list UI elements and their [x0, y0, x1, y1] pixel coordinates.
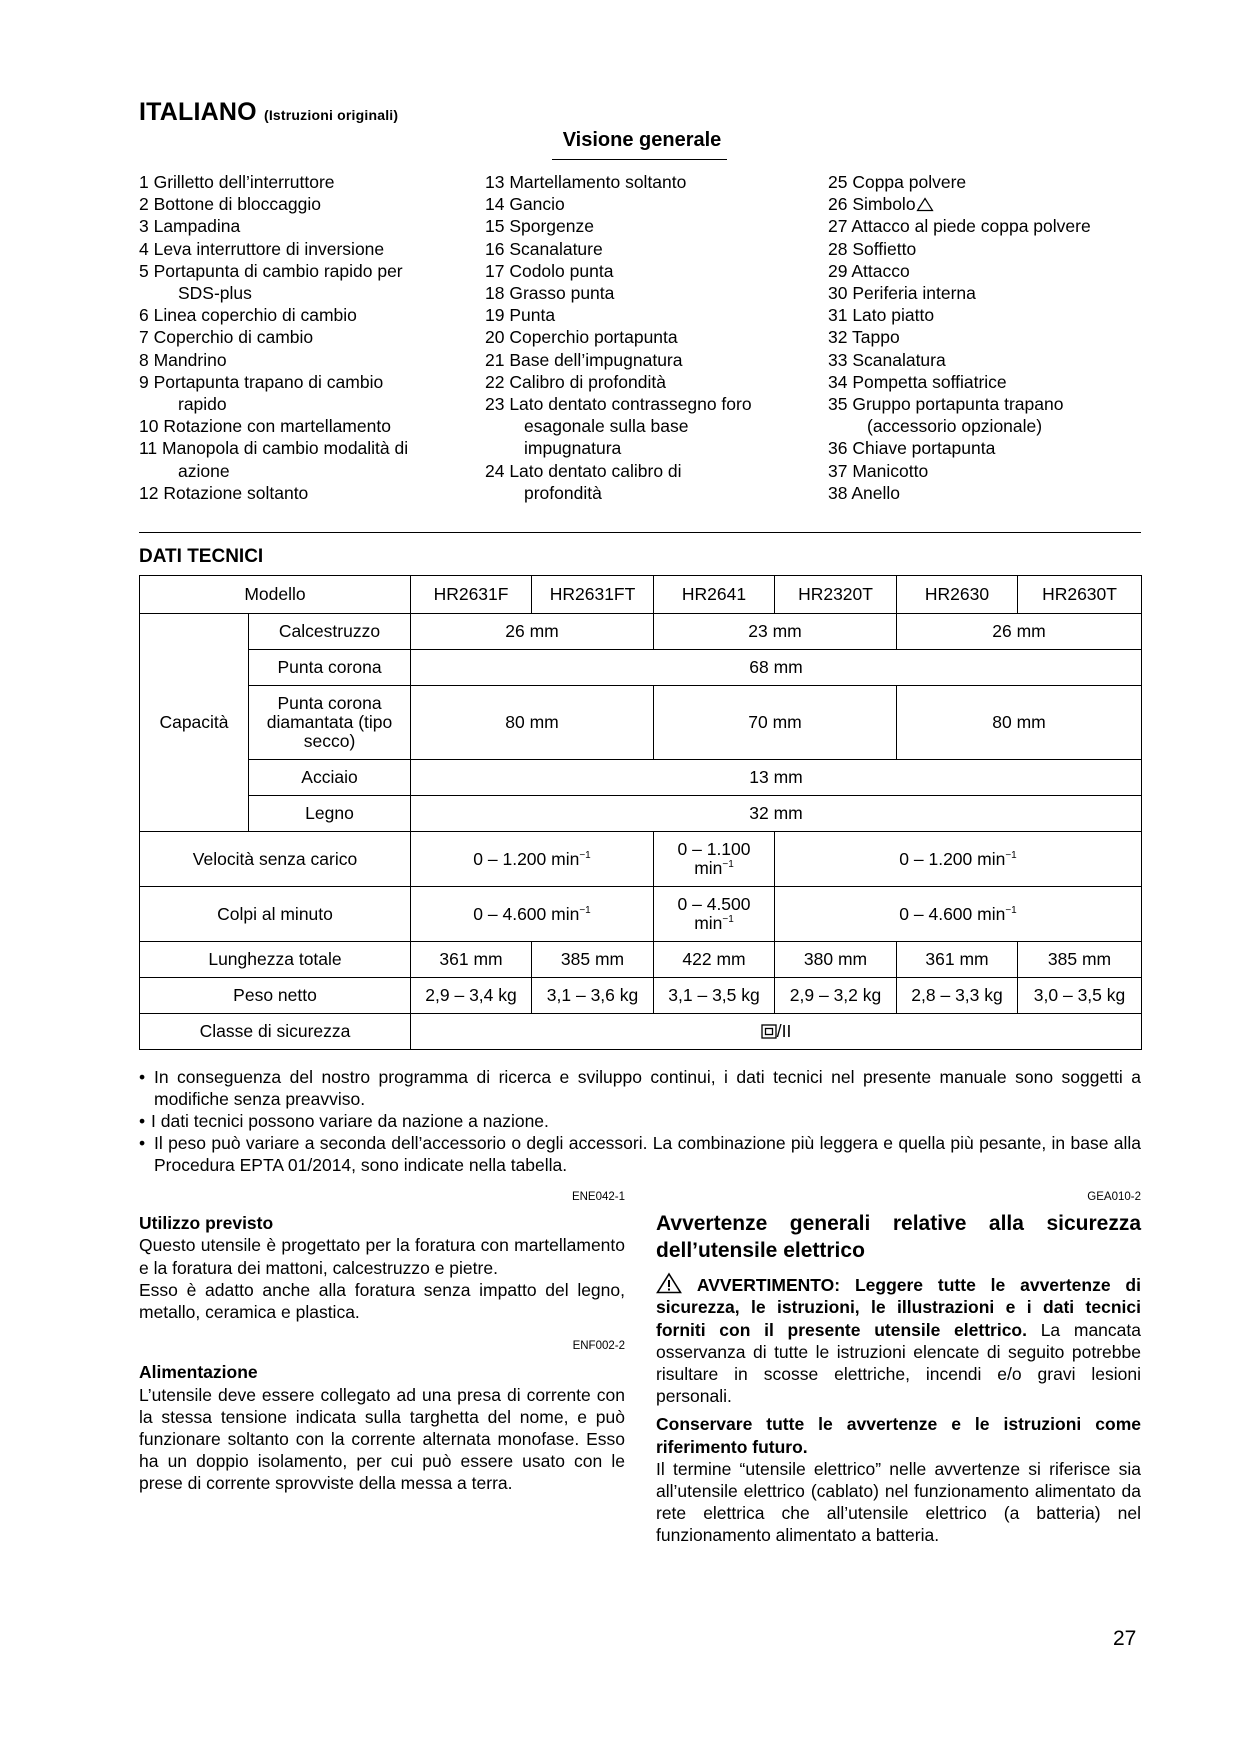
specs-heading: DATI TECNICI — [139, 546, 264, 567]
list-item: 21 Base dell’impugnatura — [485, 349, 683, 370]
concrete-value: 23 mm — [654, 614, 897, 650]
section-code: ENF002-2 — [572, 1340, 625, 1353]
list-item: 31 Lato piatto — [828, 305, 935, 326]
page-title — [139, 98, 398, 127]
concrete-value: 26 mm — [411, 614, 654, 650]
diamond-value: 80 mm — [411, 686, 654, 760]
overview-list-col1 — [139, 171, 408, 504]
table-row-concrete — [140, 614, 1142, 650]
intended-use-heading: Utilizzo previsto — [139, 1213, 274, 1234]
specs-table — [139, 575, 1142, 1050]
model-label: Modello — [140, 576, 411, 614]
list-item: 4 Leva interruttore di inversione — [139, 238, 385, 259]
list-item: • Il peso può variare a seconda dell’accessorio o degli accessori. La combinazione più leggera e quella più pesante, in base alla Procedura EPTA 01/2014, sono indicate nella tabella. — [139, 1133, 1141, 1175]
concrete-value: 26 mm — [897, 614, 1142, 650]
list-item: 7 Coperchio di cambio — [139, 327, 314, 348]
steel-label: Acciaio — [249, 760, 411, 796]
list-item: 33 Scanalatura — [828, 349, 946, 370]
safety-heading: Avvertenze generali relative alla sicurezza dell’utensile elettrico — [656, 1212, 1141, 1263]
length-cell: 422 mm — [654, 942, 775, 978]
list-item: 25 Coppa polvere — [828, 172, 967, 192]
list-item: 28 Soffietto — [828, 238, 917, 259]
model-cell: HR2630T — [1018, 576, 1142, 614]
term-definition: Il termine “utensile elettrico” nelle avvertenze si riferisce sia all’utensile elettrico (cablato) nel funzionamento alimentato da rete elettrica che all’utensile elettrico (a batteria) nel funzionamento alimentato a batteria. — [656, 1458, 1141, 1546]
list-item: 12 Rotazione soltanto — [139, 482, 309, 503]
length-cell: 380 mm — [775, 942, 897, 978]
list-item: 20 Coperchio portapunta — [485, 327, 678, 348]
overview-heading: Visione generale — [562, 129, 722, 151]
page-number: 27 — [1113, 1627, 1137, 1650]
list-item: 1 Grilletto dell’interruttore — [139, 172, 335, 192]
keep-instructions: Conservare tutte le avvertenze e le istruzioni come riferimento futuro. — [656, 1414, 1141, 1457]
list-item: • I dati tecnici possono variare da nazione a nazione. — [139, 1111, 549, 1131]
list-item: 29 Attacco — [828, 260, 910, 281]
length-label: Lunghezza totale — [140, 942, 411, 978]
length-cell: 385 mm — [1018, 942, 1142, 978]
capacity-label: Capacità — [140, 614, 249, 832]
table-row-core-bit — [140, 650, 1142, 686]
weight-label: Peso netto — [140, 978, 411, 1014]
power-heading: Alimentazione — [139, 1362, 258, 1383]
table-row-model — [140, 576, 1142, 614]
diamond-value: 70 mm — [654, 686, 897, 760]
overview-list-col3 — [828, 171, 1091, 504]
table-row-diamond — [140, 686, 1142, 760]
list-item: 16 Scanalature — [485, 238, 603, 259]
list-item: 5 Portapunta di cambio rapido per — [139, 260, 403, 281]
list-item: 19 Punta — [485, 305, 556, 326]
model-cell: HR2641 — [654, 576, 775, 614]
blows-value-c: 0 – 4.600 $\min^{-1}$ — [775, 887, 1142, 942]
list-item: • In conseguenza del nostro programma di ricerca e sviluppo continui, i dati tecnici nel presente manuale sono soggetti a modifiche senza preavviso. — [139, 1067, 1141, 1109]
length-cell: 361 mm — [411, 942, 532, 978]
overview-heading-underline — [552, 159, 727, 160]
section-divider — [139, 532, 1141, 533]
diamond-value: 80 mm — [897, 686, 1142, 760]
overview-list-col2 — [485, 171, 752, 504]
speed-label: Velocità senza carico — [140, 832, 411, 887]
list-item: 24 Lato dentato calibro di — [485, 460, 682, 481]
safety-class-label: Classe di sicurezza — [140, 1014, 411, 1050]
length-cell: 385 mm — [532, 942, 654, 978]
table-row-blows — [140, 887, 1142, 942]
table-row-wood — [140, 796, 1142, 832]
concrete-label: Calcestruzzo — [249, 614, 411, 650]
list-item: 14 Gancio — [485, 194, 565, 215]
list-item: rapido — [178, 394, 227, 415]
list-item: 8 Mandrino — [139, 349, 227, 370]
safety-section — [656, 1186, 1141, 1547]
language-heading: ITALIANO — [139, 98, 257, 126]
list-item: 32 Tappo — [828, 327, 900, 348]
speed-value-a: 0 – 1.200 $\min^{-1}$ — [411, 832, 654, 887]
warning-icon — [656, 1272, 682, 1294]
triangle-symbol-icon — [916, 197, 934, 212]
intended-use-section — [139, 1186, 625, 1495]
table-row-steel — [140, 760, 1142, 796]
table-row-speed — [140, 832, 1142, 887]
list-item: esagonale sulla base — [524, 416, 689, 437]
weight-cell: 3,1 – 3,5 kg — [654, 978, 775, 1014]
warning-paragraph: AVVERTIMENTO: Leggere tutte le avvertenze di sicurezza, le istruzioni, le illustrazioni e i dati tecnici forniti con il presente utensile elettrico. La mancata osservanza di tutte le istruzioni elencate di seguito potrebbe risultare in scosse elettriche, incendi e/o gravi lesioni personali. — [656, 1272, 1141, 1407]
weight-cell: 2,9 – 3,4 kg — [411, 978, 532, 1014]
language-subtitle: (Istruzioni originali) — [263, 107, 399, 123]
safety-class-value: /II — [411, 1014, 1142, 1050]
model-cell: HR2630 — [897, 576, 1018, 614]
wood-value: 32 mm — [411, 796, 1142, 832]
blows-label: Colpi al minuto — [140, 887, 411, 942]
list-item: 37 Manicotto — [828, 460, 929, 481]
section-code: ENE042-1 — [571, 1191, 625, 1203]
blows-value-b: 0 – 4.500 $\min^{-1}$ — [654, 887, 775, 942]
list-item: profondità — [524, 482, 602, 503]
list-item: 6 Linea coperchio di cambio — [139, 305, 357, 326]
list-item: azione — [178, 460, 230, 481]
double-insulation-icon — [761, 1024, 777, 1039]
list-item: 11 Manopola di cambio modalità di — [139, 438, 409, 459]
list-item: (accessorio opzionale) — [867, 416, 1043, 437]
table-row-weight — [140, 978, 1142, 1014]
list-item: 13 Martellamento soltanto — [485, 172, 687, 192]
list-item: 26 Simbolo — [828, 193, 1091, 215]
weight-cell: 3,1 – 3,6 kg — [532, 978, 654, 1014]
list-item: SDS-plus — [178, 283, 252, 304]
core-bit-label: Punta corona — [249, 650, 411, 686]
list-item: 23 Lato dentato contrassegno foro — [485, 394, 752, 415]
weight-cell: 3,0 – 3,5 kg — [1018, 978, 1142, 1014]
steel-value: 13 mm — [411, 760, 1142, 796]
list-item: 35 Gruppo portapunta trapano — [828, 394, 1064, 415]
blows-value-a: 0 – 4.600 $\min^{-1}$ — [411, 887, 654, 942]
list-item: 3 Lampadina — [139, 216, 241, 237]
speed-value-c: 0 – 1.200 $\min^{-1}$ — [775, 832, 1142, 887]
list-item: 17 Codolo punta — [485, 260, 614, 281]
list-item: impugnatura — [524, 438, 622, 459]
list-item: 34 Pompetta soffiatrice — [828, 371, 1007, 392]
weight-cell: 2,8 – 3,3 kg — [897, 978, 1018, 1014]
length-cell: 361 mm — [897, 942, 1018, 978]
intended-use-text: Questo utensile è progettato per la foratura con martellamento e la foratura dei mattoni, calcestruzzo e pietre. — [139, 1235, 625, 1278]
model-cell: HR2631F — [411, 576, 532, 614]
model-cell: HR2631FT — [532, 576, 654, 614]
core-bit-value: 68 mm — [411, 650, 1142, 686]
intended-use-text: Esso è adatto anche alla foratura senza impatto del legno, metallo, ceramica e plastica. — [139, 1279, 625, 1323]
table-row-safety — [140, 1014, 1142, 1050]
model-cell: HR2320T — [775, 576, 897, 614]
list-item: 10 Rotazione con martellamento — [139, 416, 391, 437]
wood-label: Legno — [249, 796, 411, 832]
list-item: 2 Bottone di bloccaggio — [139, 194, 321, 215]
section-code: GEA010-2 — [1087, 1191, 1141, 1203]
table-row-length — [140, 942, 1142, 978]
list-item: 15 Sporgenze — [485, 216, 594, 237]
speed-value-b: 0 – 1.100 $\min^{-1}$ — [654, 832, 775, 887]
spec-notes — [139, 1066, 1141, 1176]
diamond-label: Punta corona diamantata (tipo secco) — [249, 686, 411, 760]
list-item: 9 Portapunta trapano di cambio — [139, 371, 384, 392]
power-text: L’utensile deve essere collegato ad una presa di corrente con la stessa tensione indicata sulla targhetta del nome, e può funzionare soltanto con la corrente alternata monofase. Esso ha un doppio isolamento, per cui può essere usato con le prese di corrente sprovviste della messa a terra. — [139, 1384, 625, 1494]
weight-cell: 2,9 – 3,2 kg — [775, 978, 897, 1014]
list-item: 30 Periferia interna — [828, 283, 976, 304]
list-item: 36 Chiave portapunta — [828, 438, 996, 459]
list-item: 18 Grasso punta — [485, 283, 615, 304]
list-item: 27 Attacco al piede coppa polvere — [828, 216, 1091, 237]
list-item: 38 Anello — [828, 482, 901, 503]
list-item: 22 Calibro di profondità — [485, 371, 666, 392]
